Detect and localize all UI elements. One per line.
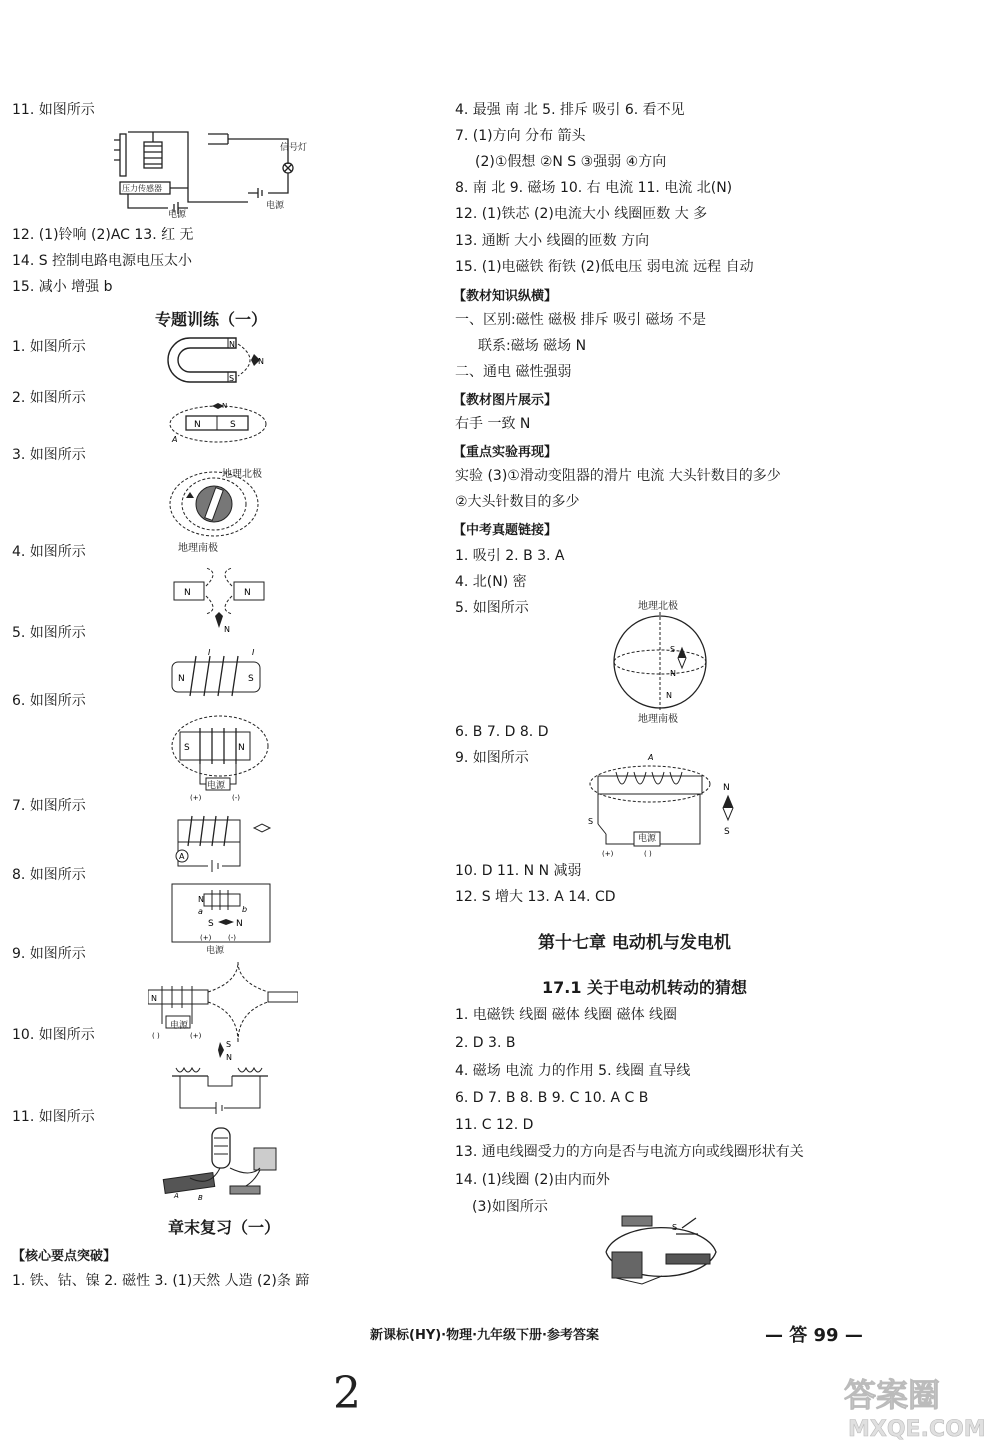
svg-text:N: N (229, 340, 235, 349)
svg-text:S: S (248, 674, 254, 684)
item-10-label: 10. 如图所示 (12, 1027, 95, 1043)
power-label-2: 电源 (266, 201, 285, 211)
knowledge-line-1: 一、区别:磁性 磁极 排斥 吸引 磁场 不是 (455, 312, 706, 328)
svg-text:A: A (174, 1192, 179, 1200)
section-knowledge: 【教材知识纵横】 (453, 289, 558, 304)
globe-south-label: 地理南极 (638, 714, 678, 725)
svg-text:A: A (172, 435, 178, 444)
exam-line-4: 4. 北(N) 密 (455, 574, 527, 590)
item-4-label: 4. 如图所示 (12, 544, 86, 560)
svg-text:(+): (+) (190, 1032, 202, 1040)
experiment-apparatus-figure (160, 1124, 280, 1204)
power-label-r9: 电源 (638, 834, 657, 844)
svg-text:(+): (+) (200, 934, 212, 942)
power-label-9: 电源 (170, 1021, 189, 1031)
r-line-4: 4. 最强 南 北 5. 排斥 吸引 6. 看不见 (455, 102, 685, 118)
item-11-label: 11. 如图所示 (12, 1109, 95, 1125)
horseshoe-magnet-figure (158, 330, 278, 390)
exam-line-1: 1. 吸引 2. B 3. A (455, 548, 565, 564)
svg-text:B: B (198, 1194, 203, 1202)
two-solenoids-figure (148, 962, 298, 1048)
solenoid-ammeter-figure (172, 814, 272, 872)
section-exam: 【中考真题链接】 (453, 523, 558, 538)
lesson-line-6: 6. D 7. B 8. B 9. C 10. A C B (455, 1090, 649, 1106)
item-1-label: 1. 如图所示 (12, 339, 86, 355)
geo-south-label: 地理南极 (178, 543, 218, 554)
svg-text:S: S (588, 817, 594, 826)
svg-text:N: N (198, 895, 204, 904)
relay-circuit-figure (108, 124, 318, 218)
svg-text:(-): (-) (228, 934, 236, 942)
exam-line-10: 10. D 11. N N 减弱 (455, 863, 582, 879)
lesson-line-13: 13. 通电线圈受力的方向是否与电流方向或线圈形状有关 (455, 1144, 804, 1160)
exam-line-6: 6. B 7. D 8. D (455, 724, 549, 740)
solenoid-figure (168, 646, 268, 702)
two-coils-compass-figure (168, 1058, 272, 1114)
svg-text:N: N (670, 669, 676, 678)
svg-text:N: N (178, 674, 185, 684)
core-answer-line: 1. 铁、钴、镍 2. 磁性 3. (1)天然 人造 (2)条 蹄 (12, 1273, 310, 1289)
lesson-line-2: 2. D 3. B (455, 1035, 516, 1051)
lesson-line-1: 1. 电磁铁 线圈 磁体 线圈 磁体 线圈 (455, 1007, 678, 1023)
page-number: — 答 99 — (765, 1325, 863, 1346)
item-8-label: 8. 如图所示 (12, 867, 86, 883)
compass-figure-r9 (716, 780, 740, 840)
knowledge-line-3: 二、通电 磁性强弱 (455, 364, 572, 380)
pictures-line: 右手 一致 N (455, 416, 531, 432)
r-line-7-2: (2)①假想 ②N S ③强弱 ④方向 (475, 154, 667, 170)
svg-text:N: N (723, 783, 730, 793)
heading-special-training: 专题训练（一） (155, 310, 268, 329)
svg-text:a: a (198, 907, 203, 916)
svg-text:( ): ( ) (644, 850, 652, 858)
r-line-13: 13. 通断 大小 线圈的匝数 方向 (455, 233, 650, 249)
exam-line-5: 5. 如图所示 (455, 600, 529, 616)
item-9-label: 9. 如图所示 (12, 946, 86, 962)
q11-label: 11. 如图所示 (12, 102, 95, 118)
svg-text:N: N (258, 357, 264, 366)
handwritten-mark: 2 (333, 1368, 361, 1419)
svg-text:A: A (648, 753, 654, 762)
r-line-12: 12. (1)铁芯 (2)电流大小 线圈匝数 大 多 (455, 206, 708, 222)
item-2-label: 2. 如图所示 (12, 390, 86, 406)
answer-line-14: 14. S 控制电路电源电压太小 (12, 253, 193, 269)
item-5-label: 5. 如图所示 (12, 625, 86, 641)
lesson-line-4: 4. 磁场 电流 力的作用 5. 线圈 直导线 (455, 1063, 691, 1079)
item-6-label: 6. 如图所示 (12, 693, 86, 709)
svg-text:(-): (-) (232, 794, 240, 802)
knowledge-line-2: 联系:磁场 磁场 N (478, 338, 587, 354)
footer-book-title: 新课标(HY)·物理·九年级下册·参考答案 (370, 1328, 599, 1343)
svg-text:S: S (184, 743, 190, 753)
experiment-line-2: ②大头针数目的多少 (455, 494, 580, 510)
svg-text:S: S (226, 1040, 232, 1049)
svg-text:N: N (151, 994, 157, 1003)
globe-north-label: 地理北极 (638, 601, 678, 612)
section-experiment: 【重点实验再现】 (453, 445, 558, 460)
section-core-points: 【核心要点突破】 (12, 1249, 117, 1264)
item-3-label: 3. 如图所示 (12, 447, 86, 463)
svg-text:N: N (224, 625, 230, 634)
svg-text:( ): ( ) (152, 1032, 160, 1040)
r-line-15: 15. (1)电磁铁 衔铁 (2)低电压 弱电流 远程 自动 (455, 259, 754, 275)
watermark-line2: MXQE.COM (848, 1417, 986, 1442)
svg-text:I: I (252, 648, 255, 657)
svg-text:b: b (242, 905, 248, 914)
bar-magnet-figure (168, 402, 268, 446)
answer-line-12: 12. (1)铃响 (2)AC 13. 红 无 (12, 227, 194, 243)
svg-text:(+): (+) (602, 850, 614, 858)
lesson-heading: 17.1 关于电动机转动的猜想 (542, 978, 748, 997)
svg-text:(+): (+) (190, 794, 202, 802)
svg-text:N: N (184, 588, 191, 598)
svg-text:N: N (666, 691, 672, 700)
svg-text:S: S (670, 645, 676, 654)
svg-text:N: N (226, 1053, 232, 1062)
svg-text:S: S (229, 374, 235, 383)
r-line-7: 7. (1)方向 分布 箭头 (455, 128, 586, 144)
power-label-6: 电源 (207, 781, 226, 791)
item-7-label: 7. 如图所示 (12, 798, 86, 814)
motor-apparatus-figure (602, 1212, 722, 1292)
svg-text:N: N (236, 919, 243, 929)
exam-line-12: 12. S 增大 13. A 14. CD (455, 889, 616, 905)
svg-text:S: S (230, 420, 236, 430)
svg-text:A: A (179, 852, 185, 861)
experiment-line-1: 实验 (3)①滑动变阻器的滑片 电流 大头针数目的多少 (455, 468, 781, 484)
lesson-line-14-3: (3)如图所示 (472, 1199, 548, 1215)
r-line-8: 8. 南 北 9. 磁场 10. 右 电流 11. 电流 北(N) (455, 180, 733, 196)
signal-lamp-label: 信号灯 (280, 143, 308, 153)
lesson-line-11: 11. C 12. D (455, 1117, 534, 1133)
svg-text:S: S (724, 827, 730, 837)
lesson-line-14: 14. (1)线圈 (2)由内而外 (455, 1172, 610, 1188)
svg-text:N: N (194, 420, 201, 430)
watermark-line1: 答案圈 (844, 1376, 941, 1414)
svg-text:S: S (208, 919, 214, 929)
geo-north-label: 地理北极 (222, 469, 262, 480)
answer-line-15: 15. 减小 增强 b (12, 279, 113, 295)
exam-line-9: 9. 如图所示 (455, 750, 529, 766)
watermark-logo (840, 1370, 990, 1442)
compass-figure-10 (214, 1038, 240, 1062)
svg-text:N: N (238, 743, 245, 753)
sensor-label: 压力传感器 (122, 184, 162, 193)
svg-text:I: I (208, 648, 211, 657)
heading-chapter-review: 章末复习（一） (168, 1218, 281, 1237)
power-label-8: 电源 (206, 946, 225, 956)
section-pictures: 【教材图片展示】 (453, 393, 558, 408)
two-poles-figure (172, 566, 268, 636)
globe-figure (610, 612, 710, 712)
svg-text:S: S (672, 1223, 678, 1232)
svg-text:N: N (222, 402, 228, 410)
svg-text:N: N (244, 588, 251, 598)
chapter-heading: 第十七章 电动机与发电机 (538, 933, 731, 953)
power-label-1: 电源 (168, 210, 187, 218)
